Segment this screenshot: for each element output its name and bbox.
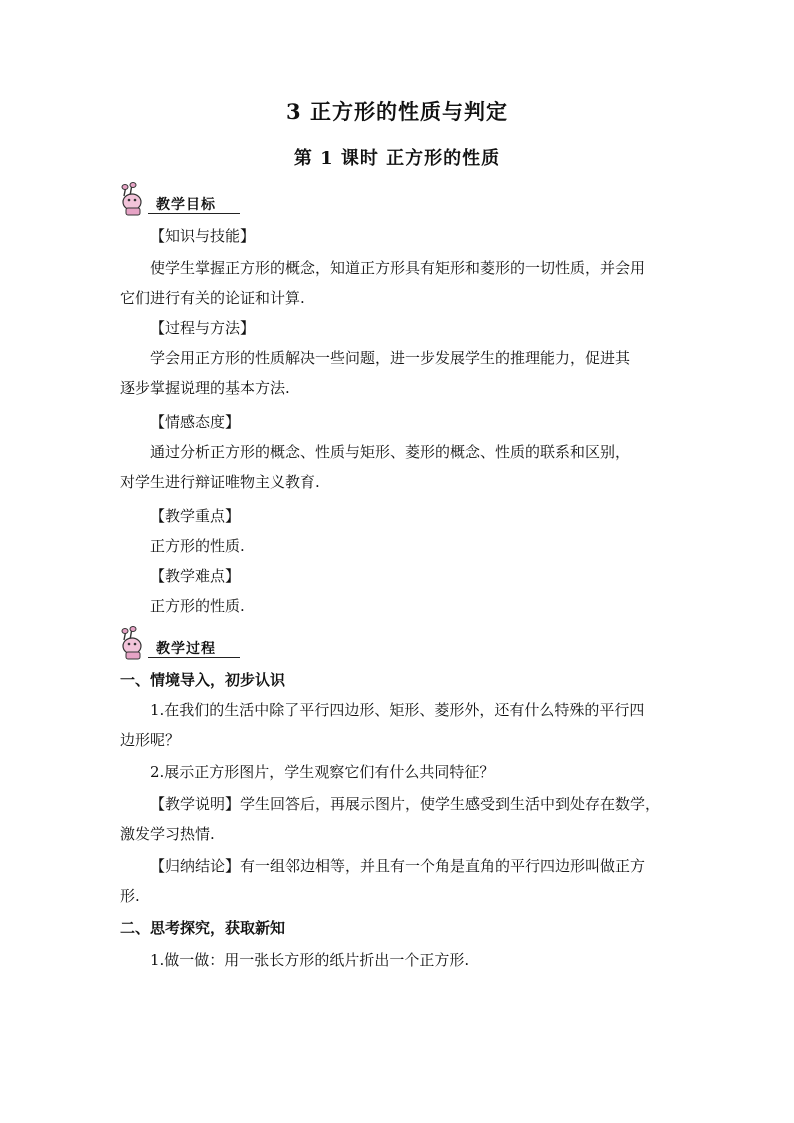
page-title: 3 正方形的性质与判定 bbox=[286, 99, 508, 124]
teaching-note-line1: 【教学说明】学生回答后，再展示图片，使学生感受到生活中到处存在数学， bbox=[150, 795, 661, 813]
lesson-subtitle: 第 1 课时 正方形的性质 bbox=[293, 148, 501, 169]
difficulty-heading: 【教学难点】 bbox=[150, 567, 241, 585]
part1-item1-line2: 边形呢？ bbox=[120, 731, 181, 749]
conclusion-line1: 【归纳结论】有一组邻边相等，并且有一个角是直角的平行四边形叫做正方 bbox=[150, 857, 646, 875]
teaching-note-line2: 激发学习热情. bbox=[120, 825, 215, 843]
key-point-text: 正方形的性质. bbox=[150, 537, 245, 555]
rabbit-mascot-icon bbox=[118, 626, 154, 660]
knowledge-heading: 【知识与技能】 bbox=[150, 227, 256, 245]
part2-heading: 二、思考探究，获取新知 bbox=[120, 919, 286, 937]
section-label-process: 教学过程 bbox=[156, 641, 216, 657]
knowledge-text-line1: 使学生掌握正方形的概念，知道正方形具有矩形和菱形的一切性质，并会用 bbox=[150, 259, 646, 277]
method-text-line1: 学会用正方形的性质解决一些问题，进一步发展学生的推理能力，促进其 bbox=[150, 349, 631, 367]
section-label-goals: 教学目标 bbox=[156, 197, 216, 213]
emotion-text-line2: 对学生进行辩证唯物主义教育. bbox=[120, 473, 320, 491]
conclusion-line2: 形. bbox=[120, 887, 140, 905]
rabbit-mascot-icon bbox=[118, 182, 154, 216]
section-underline bbox=[148, 213, 240, 214]
difficulty-text: 正方形的性质. bbox=[150, 597, 245, 615]
method-text-line2: 逐步掌握说理的基本方法. bbox=[120, 379, 290, 397]
emotion-text-line1: 通过分析正方形的概念、性质与矩形、菱形的概念、性质的联系和区别， bbox=[150, 443, 631, 461]
part1-item1-line1: 1.在我们的生活中除了平行四边形、矩形、菱形外，还有什么特殊的平行四 bbox=[150, 701, 645, 719]
section-header-goals bbox=[118, 182, 242, 216]
emotion-heading: 【情感态度】 bbox=[150, 413, 241, 431]
key-point-heading: 【教学重点】 bbox=[150, 507, 241, 525]
method-heading: 【过程与方法】 bbox=[150, 319, 256, 337]
part2-item1: 1.做一做：用一张长方形的纸片折出一个正方形. bbox=[150, 951, 470, 969]
knowledge-text-line2: 它们进行有关的论证和计算. bbox=[120, 289, 305, 307]
part1-heading: 一、情境导入，初步认识 bbox=[120, 671, 286, 689]
section-underline bbox=[148, 657, 240, 658]
section-header-process bbox=[118, 626, 242, 660]
part1-item2: 2.展示正方形图片，学生观察它们有什么共同特征？ bbox=[150, 763, 495, 781]
